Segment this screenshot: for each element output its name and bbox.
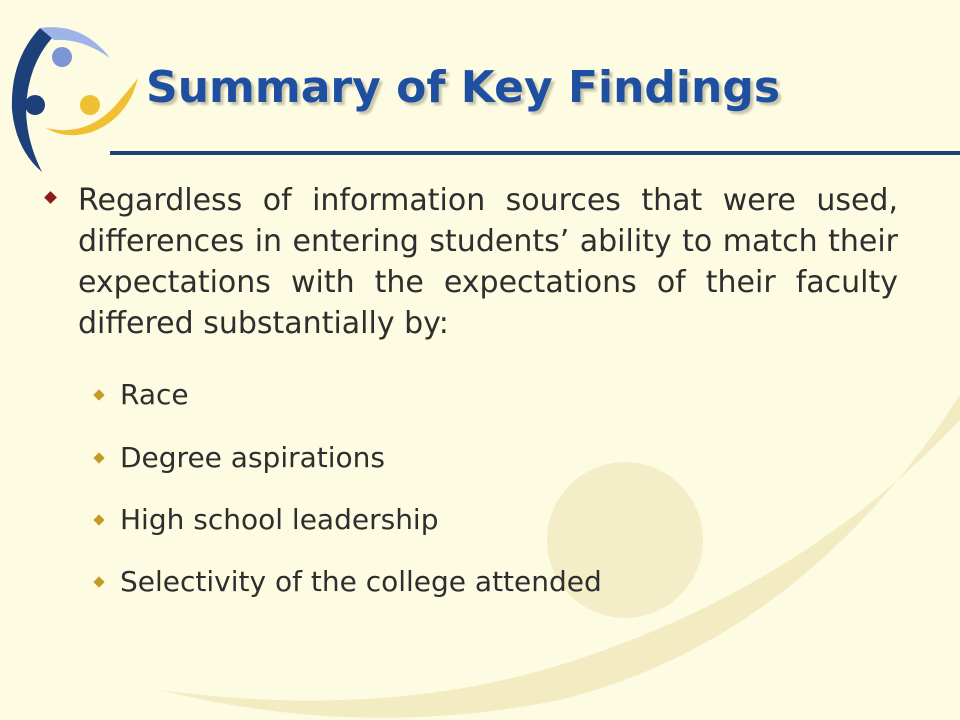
- logo-graphic: [0, 20, 150, 180]
- main-bullet-text: Regardless of information sources that were used, differences in entering students’ ability to match their expectations with the expectations of their faculty differed substantially by:: [78, 183, 898, 341]
- logo-dot-dark-blue: [25, 95, 45, 115]
- title-divider: [110, 151, 960, 155]
- logo-dot-gold: [80, 95, 100, 115]
- sub-bullet-high-school-leadership: High school leadership: [120, 503, 439, 536]
- logo-dot-light-blue: [52, 47, 72, 67]
- sub-bullet-selectivity: Selectivity of the college attended: [120, 565, 602, 598]
- slide-title: Summary of Key Findings: [146, 62, 781, 113]
- sub-bullet-degree-aspirations: Degree aspirations: [120, 441, 386, 474]
- logo-arc-light: [40, 27, 110, 58]
- sub-bullet-race: Race: [120, 378, 189, 411]
